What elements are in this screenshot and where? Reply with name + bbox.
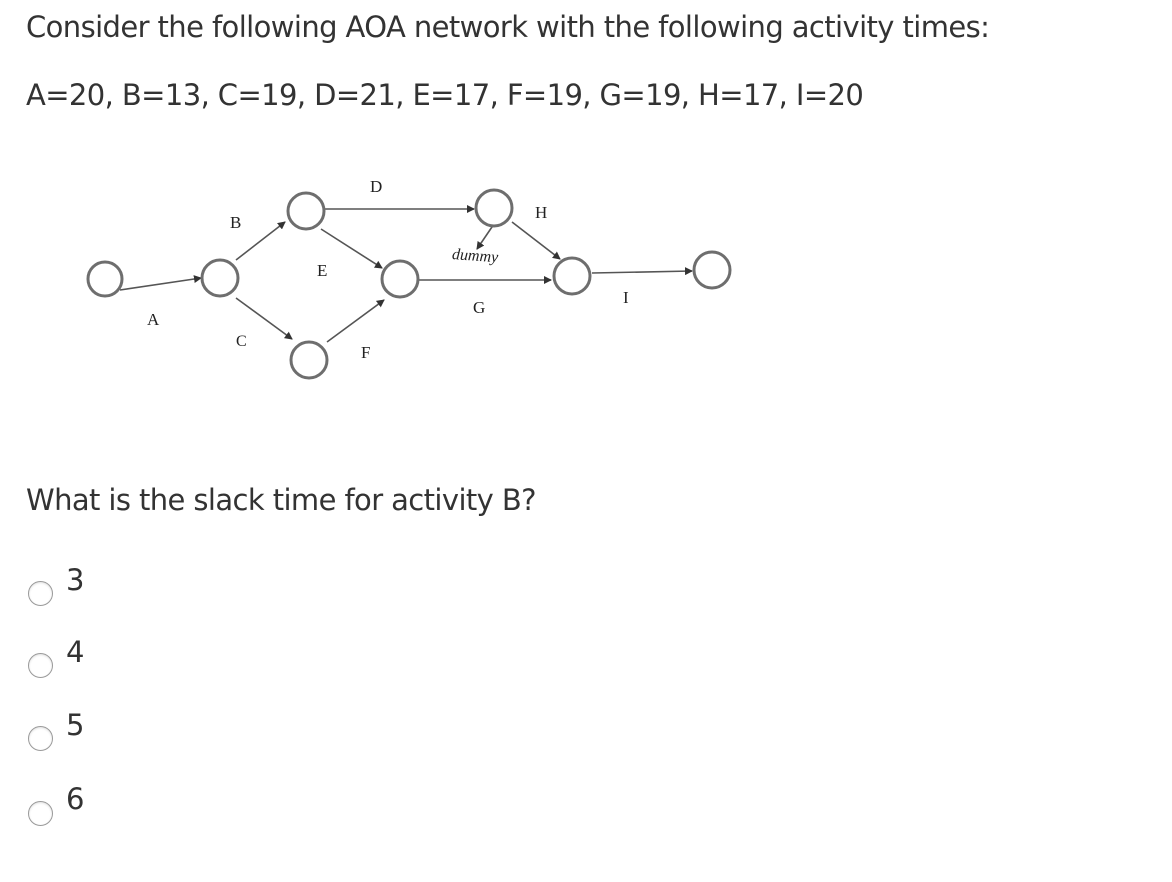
node-1 <box>88 262 122 296</box>
edge-dummy <box>477 224 494 249</box>
answer-option-5[interactable] <box>28 708 228 768</box>
option-label: 3 <box>66 563 85 597</box>
label-e: E <box>317 261 328 280</box>
edge-b <box>236 222 285 260</box>
aoa-network-diagram <box>0 140 800 420</box>
label-b: B <box>230 213 242 232</box>
answer-option-4[interactable] <box>28 635 228 695</box>
label-c: C <box>236 333 247 350</box>
edge-e <box>321 229 382 268</box>
edge-h <box>512 222 560 259</box>
label-d: D <box>370 177 383 196</box>
answer-option-6[interactable] <box>28 782 228 842</box>
label-g: G <box>473 298 486 317</box>
option-label: 6 <box>66 782 85 816</box>
label-dummy: dummy <box>451 246 499 267</box>
node-3 <box>288 193 324 229</box>
radio-button[interactable] <box>28 653 53 678</box>
question-prompt: What is the slack time for activity B? <box>26 483 536 517</box>
node-6 <box>476 190 512 226</box>
question-intro: Consider the following AOA network with the following activity times: <box>26 10 990 44</box>
radio-button[interactable] <box>28 581 53 606</box>
node-7 <box>554 258 590 294</box>
node-8 <box>694 252 730 288</box>
edge-a <box>120 278 201 290</box>
activity-times: A=20, B=13, C=19, D=21, E=17, F=19, G=19, H=17, I=20 <box>26 78 864 112</box>
answer-option-3[interactable] <box>28 563 228 623</box>
edge-i <box>592 271 692 273</box>
radio-button[interactable] <box>28 726 53 751</box>
option-label: 5 <box>66 708 85 742</box>
edge-f <box>327 300 384 342</box>
label-f: F <box>361 343 371 362</box>
label-a: A <box>147 310 160 329</box>
label-h: H <box>535 203 548 222</box>
radio-button[interactable] <box>28 801 53 826</box>
node-2 <box>202 260 238 296</box>
node-5 <box>291 342 327 378</box>
node-4 <box>382 261 418 297</box>
option-label: 4 <box>66 635 85 669</box>
label-i: I <box>623 288 629 307</box>
